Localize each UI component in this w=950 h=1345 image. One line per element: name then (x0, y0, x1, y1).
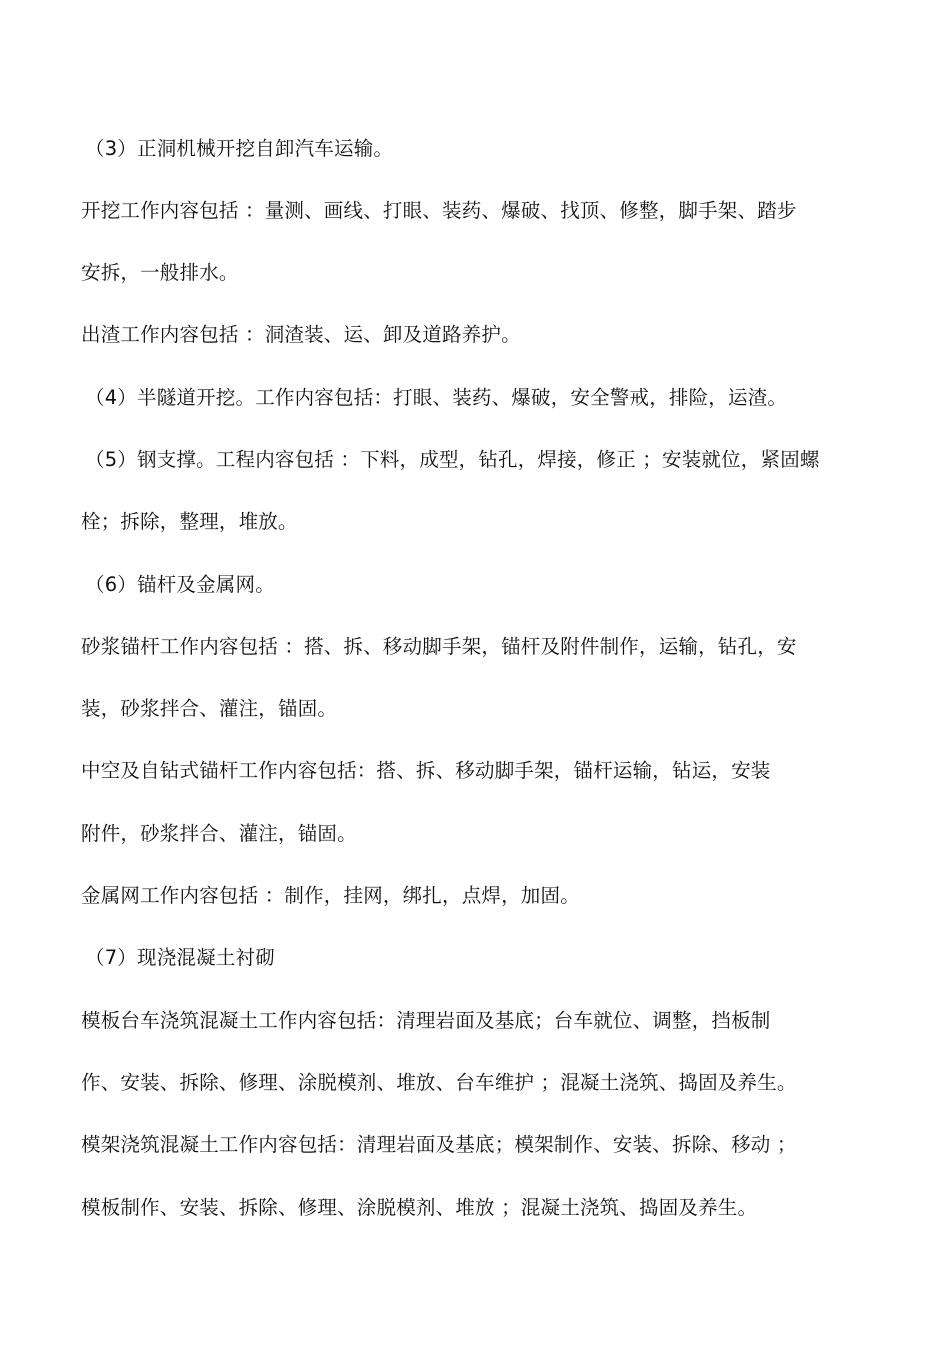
text-line: 装，砂浆拌合、灌注，锚固。 (81, 697, 338, 720)
text-line: 金属网工作内容包括 ：制作，挂网，绑扎，点焊，加固。 (81, 884, 580, 907)
section-7-heading: （7）现浇混凝土衬砌 (85, 946, 275, 969)
section-5-heading: （5）钢支撑。工程内容包括 ：下料，成型，钻孔，焊接，修正 ；安装就位，紧固螺 (85, 448, 820, 471)
text-line: 附件，砂浆拌合、灌注，锚固。 (81, 822, 357, 845)
text-line: 开挖工作内容包括 ：量测、画线、打眼、装药、爆破、找顶、修整，脚手架、踏步 (81, 199, 797, 222)
text-line: 砂浆锚杆工作内容包括 ：搭、拆、移动脚手架，锚杆及附件制作，运输，钻孔，安 (81, 635, 797, 658)
section-4-heading: （4）半隧道开挖。工作内容包括：打眼、装药、爆破，安全警戒，排险，运渣。 (85, 386, 788, 409)
section-6-heading: （6）锚杆及金属网。 (85, 573, 275, 596)
text-line: 出渣工作内容包括 ：洞渣装、运、卸及道路养护。 (81, 323, 521, 346)
text-line: 安拆，一般排水。 (81, 261, 239, 284)
text-line: 作、安装、拆除、修理、涂脱模剂、堆放、台车维护 ；混凝土浇筑、捣固及养生。 (81, 1071, 797, 1094)
text-line: 模板制作、安装、拆除、修理、涂脱模剂、堆放 ；混凝土浇筑、捣固及养生。 (81, 1196, 758, 1219)
text-line: 模架浇筑混凝土工作内容包括：清理岩面及基底；模架制作、安装、拆除、移动 ； (81, 1133, 797, 1156)
section-3-heading: （3）正洞机械开挖自卸汽车运输。 (85, 137, 394, 160)
text-line: 栓；拆除，整理，堆放。 (81, 510, 298, 533)
text-line: 模板台车浇筑混凝土工作内容包括：清理岩面及基底；台车就位、调整，挡板制 (81, 1009, 771, 1032)
text-line: 中空及自钻式锚杆工作内容包括：搭、拆、移动脚手架，锚杆运输，钻运，安装 (81, 759, 771, 782)
